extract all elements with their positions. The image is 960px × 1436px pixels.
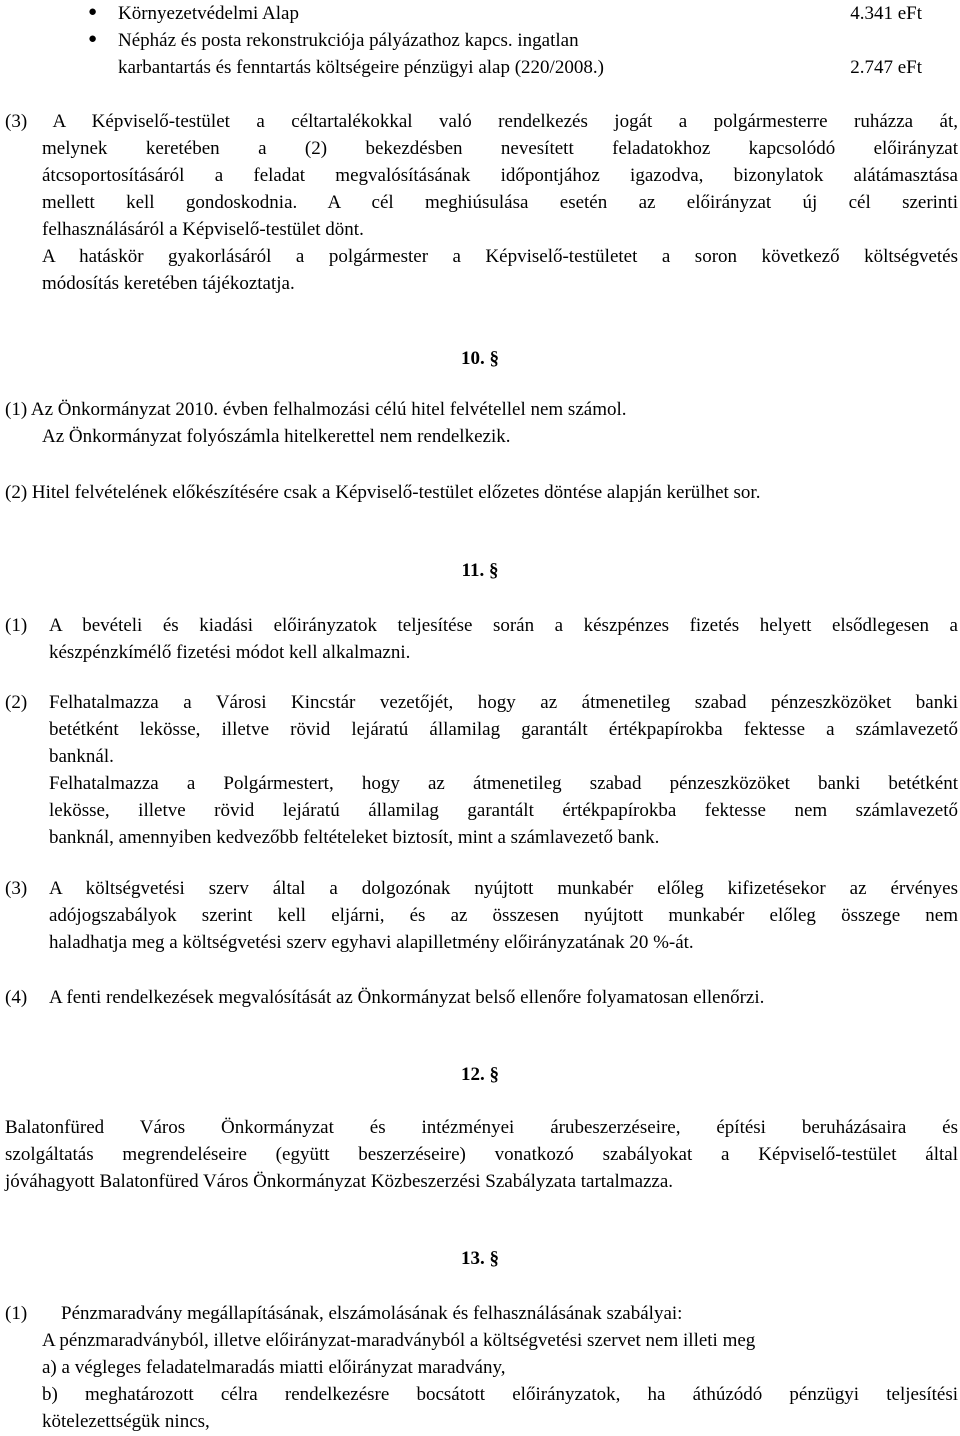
text-line: banknál, amennyiben kedvezőbb feltételeket biztosít, mint a számlavezető bank. <box>49 827 660 848</box>
text-line: jóváhagyott Balatonfüred Város Önkormányzat Közbeszerzési Szabályzata tartalmazza. <box>5 1171 674 1192</box>
list-item-text: karbantartás és fenntartás költségeire pénzügyi alap (220/2008.) <box>118 57 604 78</box>
list-item-text: Népház és posta rekonstrukciója pályázathoz kapcs. ingatlan <box>118 30 579 51</box>
text-line: átcsoportosításáról a feladat megvalósításának időpontjához igazodva, bizonylatok alátámasztása <box>42 165 958 186</box>
text-line: betétként lekösse, illetve rövid lejáratú államilag garantált értékpapírokba fektesse a számlavezető <box>49 719 958 740</box>
text-line: A fenti rendelkezések megvalósítását az Önkormányzat belső ellenőre folyamatosan ellenőrzi. <box>49 987 765 1008</box>
section-10-paragraph-2 <box>5 479 958 506</box>
text-line: adójogszabályok szerint kell eljárni, és az összesen nyújtott munkabér előleg összege nem <box>49 905 958 926</box>
section-11-paragraph-1 <box>5 612 958 666</box>
paragraph-number: (2) <box>5 692 28 713</box>
text-line: A költségvetési szerv által a dolgozónak nyújtott munkabér előleg kifizetésekor az érvényes <box>49 878 958 899</box>
section-heading-10: 10. § <box>461 348 499 369</box>
section-13-paragraph-1 <box>5 1300 958 1435</box>
text-line: b) meghatározott célra rendelkezésre bocsátott előirányzatok, ha áthúzódó pénzügyi teljesítési <box>42 1384 958 1405</box>
text-line: melynek keretében a (2) bekezdésben nevesített feladatokhoz kapcsolódó előirányzat <box>42 138 958 159</box>
text-line: mellett kell gondoskodnia. A cél meghiúsulása esetén az előirányzat új cél szerinti <box>42 192 958 213</box>
section-heading-13: 13. § <box>461 1248 499 1269</box>
paragraph-3 <box>5 108 958 297</box>
section-12-paragraph <box>5 1114 958 1195</box>
list-item-amount: 4.341 eFt <box>850 3 922 24</box>
section-11-paragraph-4 <box>5 984 958 1011</box>
text-line: Felhatalmazza a Polgármestert, hogy az átmenetileg szabad pénzeszközöket banki betétként <box>49 773 958 794</box>
text-line: banknál. <box>49 746 114 767</box>
bullet-icon: ● <box>88 31 98 47</box>
text-line: módosítás keretében tájékoztatja. <box>42 273 295 294</box>
text-line: (1) Az Önkormányzat 2010. évben felhalmozási célú hitel felvétellel nem számol. <box>5 399 627 420</box>
text-line: Felhatalmazza a Városi Kincstár vezetőjét, hogy az átmenetileg szabad pénzeszközöket banki <box>49 692 958 713</box>
text-line: kötelezettségük nincs, <box>42 1411 210 1432</box>
bullet-icon: ● <box>88 4 98 20</box>
list-item-amount: 2.747 eFt <box>850 57 922 78</box>
paragraph-number: (3) <box>5 878 28 899</box>
paragraph-number: (1) <box>5 615 28 636</box>
text-line: lekösse, illetve rövid lejáratú államilag garantált értékpapírokba fektesse nem számlavezető <box>49 800 958 821</box>
paragraph-number: (4) <box>5 987 28 1008</box>
text-line: a) a végleges feladatelmaradás miatti előirányzat maradvány, <box>42 1357 506 1378</box>
text-line: A hatáskör gyakorlásáról a polgármester a Képviselő-testületet a soron következő költségvetés <box>42 246 958 267</box>
text-line: Balatonfüred Város Önkormányzat és intézményei árubeszerzéseire, építési beruházásaira és <box>5 1117 958 1138</box>
section-10-paragraph-1 <box>5 396 958 450</box>
text-line: (3) A Képviselő-testület a céltartalékokkal való rendelkezés jogát a polgármesterre ruházza át, <box>5 111 958 132</box>
section-heading-11: 11. § <box>461 560 499 581</box>
text-line: Az Önkormányzat folyószámla hitelkerettel nem rendelkezik. <box>42 426 511 447</box>
text-line: A pénzmaradványból, illetve előirányzat-maradványból a költségvetési szervet nem illeti meg <box>42 1330 756 1351</box>
text-line: (2) Hitel felvételének előkészítésére csak a Képviselő-testület előzetes döntése alapján kerülhet sor. <box>5 482 761 503</box>
text-line: készpénzkímélő fizetési módot kell alkalmazni. <box>49 642 411 663</box>
text-line: Pénzmaradvány megállapításának, elszámolásának és felhasználásának szabályai: <box>61 1303 683 1324</box>
text-line: A bevételi és kiadási előirányzatok teljesítése során a készpénzes fizetés helyett elsődlegesen a <box>49 615 958 636</box>
text-line: szolgáltatás megrendeléseire (együtt beszerzéseire) vonatkozó szabályokat a Képviselő-testület által <box>5 1144 958 1165</box>
section-11-paragraph-3 <box>5 875 958 956</box>
text-line: haladhatja meg a költségvetési szerv egyhavi alapilletmény előirányzatának 20 %-át. <box>49 932 694 953</box>
section-11-paragraph-2 <box>5 689 958 851</box>
section-heading-12: 12. § <box>461 1064 499 1085</box>
text-line: felhasználásáról a Képviselő-testület dönt. <box>42 219 364 240</box>
list-item-text: Környezetvédelmi Alap <box>118 3 299 24</box>
paragraph-number: (1) <box>5 1303 28 1324</box>
